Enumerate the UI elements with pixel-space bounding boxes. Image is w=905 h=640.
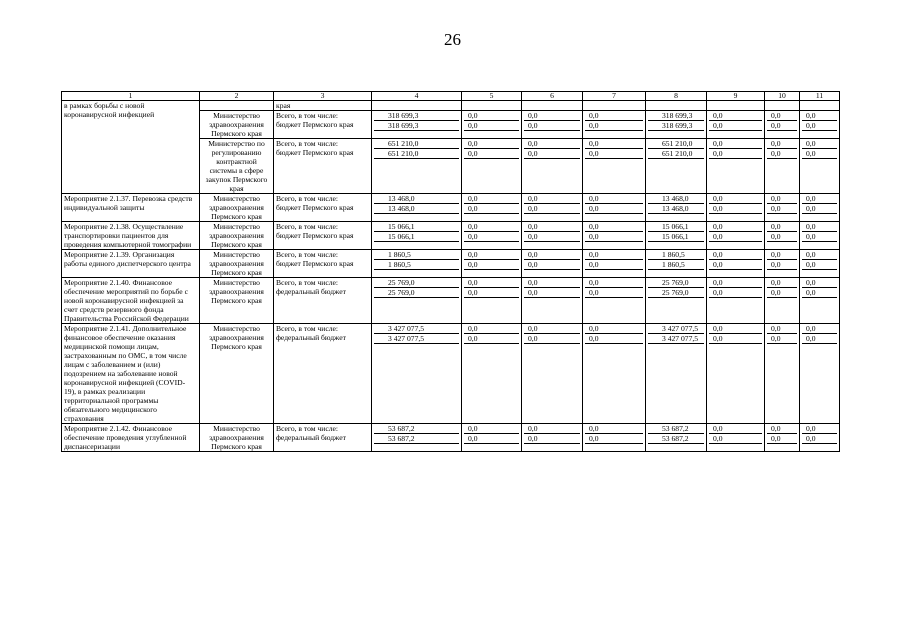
value-line: 0,0 <box>767 222 797 232</box>
value-cell <box>522 424 583 452</box>
value-cell <box>583 194 646 222</box>
funding-source-line: бюджет Пермского края <box>276 231 354 240</box>
value-cell <box>765 101 800 111</box>
funding-source-line: бюджет Пермского края <box>276 148 354 157</box>
value-cell <box>707 101 765 111</box>
value-cell <box>372 222 462 250</box>
funding-source-line: Всего, в том числе: <box>276 278 338 287</box>
value-cell <box>583 222 646 250</box>
measure-name: Мероприятие 2.1.40. Финансовое обеспечение мероприятий по борьбе с новой коронавирусной инфекцией за счет средств резервного фонда Правительства Российской Федерации <box>62 278 200 324</box>
value-line: 0,0 <box>464 250 519 260</box>
value-cell <box>800 250 840 278</box>
table-row <box>62 324 840 424</box>
value-cell <box>583 139 646 194</box>
value-line: 0,0 <box>802 334 837 344</box>
value-cell <box>462 101 522 111</box>
value-line: 0,0 <box>524 121 580 131</box>
funding-source-line: Всего, в том числе: <box>276 222 338 231</box>
value-cell <box>372 250 462 278</box>
value-line: 0,0 <box>585 424 643 434</box>
funding-source-line: Всего, в том числе: <box>276 111 338 120</box>
budget-table <box>61 91 840 452</box>
value-line: 0,0 <box>767 434 797 444</box>
value-cell <box>646 250 707 278</box>
executor: Министерство здравоохранения Пермского края <box>200 250 274 278</box>
executor: Министерство по регулированию контрактной системы в сфере закупок Пермского края <box>200 139 274 194</box>
value-line: 0,0 <box>585 324 643 334</box>
funding-source-line: федеральный бюджет <box>276 287 346 296</box>
header-row <box>62 92 840 101</box>
value-line: 0,0 <box>524 194 580 204</box>
value-cell <box>583 278 646 324</box>
value-line: 15 066,1 <box>374 232 459 242</box>
value-cell <box>707 194 765 222</box>
value-line: 0,0 <box>802 121 837 131</box>
value-line: 0,0 <box>709 334 762 344</box>
value-line: 0,0 <box>464 324 519 334</box>
executor: Министерство здравоохранения Пермского края <box>200 111 274 139</box>
value-line: 0,0 <box>802 149 837 159</box>
value-line: 0,0 <box>524 111 580 121</box>
value-line: 0,0 <box>585 250 643 260</box>
value-line: 0,0 <box>802 278 837 288</box>
executor: Министерство здравоохранения Пермского края <box>200 278 274 324</box>
column-header: 5 <box>462 92 522 101</box>
value-line: 0,0 <box>585 260 643 270</box>
funding-source <box>274 139 372 194</box>
value-cell <box>707 324 765 424</box>
value-cell <box>372 324 462 424</box>
value-line: 0,0 <box>802 424 837 434</box>
funding-source-line: Всего, в том числе: <box>276 424 338 433</box>
value-line: 0,0 <box>464 334 519 344</box>
measure-name: Мероприятие 2.1.42. Финансовое обеспечение проведения углубленной диспансеризации <box>62 424 200 452</box>
value-line: 0,0 <box>709 204 762 214</box>
value-cell <box>800 424 840 452</box>
value-line: 0,0 <box>767 334 797 344</box>
value-line: 53 687,2 <box>648 434 704 444</box>
funding-source-line: края <box>276 101 291 110</box>
value-line: 0,0 <box>767 424 797 434</box>
value-cell <box>462 278 522 324</box>
value-cell <box>765 222 800 250</box>
value-line: 0,0 <box>585 194 643 204</box>
value-line: 0,0 <box>524 204 580 214</box>
value-cell <box>462 111 522 139</box>
value-line: 0,0 <box>802 194 837 204</box>
value-line: 0,0 <box>709 149 762 159</box>
measure-name: в рамках борьбы с новой коронавирусной инфекцией <box>62 101 200 194</box>
value-line: 0,0 <box>464 194 519 204</box>
value-line: 0,0 <box>709 424 762 434</box>
value-line: 0,0 <box>767 139 797 149</box>
value-line: 0,0 <box>767 288 797 298</box>
value-cell <box>646 139 707 194</box>
measure-name: Мероприятие 2.1.38. Осуществление транспортировки пациентов для проведения компьютерной томографии <box>62 222 200 250</box>
value-line: 0,0 <box>802 250 837 260</box>
value-cell <box>372 111 462 139</box>
value-cell <box>800 222 840 250</box>
value-cell <box>462 139 522 194</box>
value-line: 0,0 <box>524 232 580 242</box>
value-cell <box>583 101 646 111</box>
value-cell <box>646 324 707 424</box>
value-line: 0,0 <box>464 288 519 298</box>
value-line: 0,0 <box>524 260 580 270</box>
value-cell <box>800 111 840 139</box>
column-header: 4 <box>372 92 462 101</box>
funding-source-line: бюджет Пермского края <box>276 203 354 212</box>
value-line: 0,0 <box>709 194 762 204</box>
value-line: 0,0 <box>802 288 837 298</box>
value-line: 0,0 <box>767 324 797 334</box>
value-cell <box>800 194 840 222</box>
executor: Министерство здравоохранения Пермского края <box>200 424 274 452</box>
value-cell <box>372 424 462 452</box>
value-cell <box>707 424 765 452</box>
value-line: 0,0 <box>802 434 837 444</box>
value-cell <box>765 194 800 222</box>
value-line: 0,0 <box>524 434 580 444</box>
value-line: 0,0 <box>585 278 643 288</box>
funding-source-line: Всего, в том числе: <box>276 324 338 333</box>
value-cell <box>765 278 800 324</box>
value-cell <box>765 324 800 424</box>
value-line: 0,0 <box>709 324 762 334</box>
value-line: 13 468,0 <box>648 204 704 214</box>
value-line: 25 769,0 <box>374 278 459 288</box>
value-line: 15 066,1 <box>374 222 459 232</box>
value-line: 0,0 <box>524 139 580 149</box>
value-cell <box>522 222 583 250</box>
funding-source <box>274 101 372 111</box>
value-line: 0,0 <box>709 111 762 121</box>
value-line: 0,0 <box>585 139 643 149</box>
value-line: 0,0 <box>524 424 580 434</box>
value-line: 0,0 <box>767 204 797 214</box>
value-line: 0,0 <box>585 434 643 444</box>
funding-source-line: федеральный бюджет <box>276 333 346 342</box>
value-line: 0,0 <box>464 222 519 232</box>
table-row <box>62 101 840 111</box>
column-header: 1 <box>62 92 200 101</box>
value-line: 0,0 <box>524 288 580 298</box>
column-header: 11 <box>800 92 840 101</box>
value-line: 1 860,5 <box>648 260 704 270</box>
value-line: 53 687,2 <box>374 434 459 444</box>
value-cell <box>646 222 707 250</box>
value-cell <box>800 324 840 424</box>
value-cell <box>765 111 800 139</box>
value-line: 0,0 <box>767 260 797 270</box>
value-line: 0,0 <box>464 204 519 214</box>
value-cell <box>583 324 646 424</box>
value-cell <box>800 101 840 111</box>
value-cell <box>372 194 462 222</box>
value-line: 0,0 <box>585 222 643 232</box>
funding-source <box>274 222 372 250</box>
value-cell <box>646 424 707 452</box>
value-line: 0,0 <box>524 250 580 260</box>
value-line: 0,0 <box>767 232 797 242</box>
value-line: 0,0 <box>709 222 762 232</box>
column-header: 3 <box>274 92 372 101</box>
value-line: 0,0 <box>767 149 797 159</box>
value-line: 0,0 <box>767 278 797 288</box>
value-line: 0,0 <box>802 222 837 232</box>
value-line: 318 699,3 <box>374 121 459 131</box>
value-line: 0,0 <box>524 149 580 159</box>
column-header: 6 <box>522 92 583 101</box>
value-line: 53 687,2 <box>374 424 459 434</box>
value-cell <box>522 194 583 222</box>
value-line: 0,0 <box>524 278 580 288</box>
column-header: 9 <box>707 92 765 101</box>
funding-source-line: Всего, в том числе: <box>276 139 338 148</box>
value-cell <box>522 101 583 111</box>
value-cell <box>583 250 646 278</box>
table-row <box>62 278 840 324</box>
value-cell <box>372 101 462 111</box>
value-line: 25 769,0 <box>648 278 704 288</box>
value-line: 0,0 <box>709 232 762 242</box>
value-cell <box>462 324 522 424</box>
value-line: 0,0 <box>585 149 643 159</box>
value-line: 0,0 <box>767 194 797 204</box>
value-line: 0,0 <box>464 149 519 159</box>
value-cell <box>583 111 646 139</box>
column-header: 8 <box>646 92 707 101</box>
value-line: 0,0 <box>524 334 580 344</box>
value-line: 15 066,1 <box>648 222 704 232</box>
funding-source <box>274 111 372 139</box>
value-line: 0,0 <box>464 278 519 288</box>
funding-source-line: Всего, в том числе: <box>276 250 338 259</box>
value-line: 1 860,5 <box>374 260 459 270</box>
funding-source-line: бюджет Пермского края <box>276 120 354 129</box>
value-cell <box>707 222 765 250</box>
value-cell <box>372 278 462 324</box>
value-cell <box>800 139 840 194</box>
column-header: 2 <box>200 92 274 101</box>
value-cell <box>522 139 583 194</box>
value-line: 0,0 <box>464 424 519 434</box>
value-line: 0,0 <box>585 121 643 131</box>
value-line: 3 427 077,5 <box>648 334 704 344</box>
value-cell <box>707 111 765 139</box>
value-cell <box>462 250 522 278</box>
value-line: 15 066,1 <box>648 232 704 242</box>
value-line: 3 427 077,5 <box>374 324 459 334</box>
value-line: 53 687,2 <box>648 424 704 434</box>
value-line: 0,0 <box>585 204 643 214</box>
value-cell <box>707 139 765 194</box>
value-cell <box>765 139 800 194</box>
value-line: 0,0 <box>524 222 580 232</box>
value-line: 318 699,3 <box>648 111 704 121</box>
funding-source <box>274 324 372 424</box>
column-header: 7 <box>583 92 646 101</box>
value-line: 651 210,0 <box>374 149 459 159</box>
value-cell <box>522 250 583 278</box>
value-line: 0,0 <box>464 232 519 242</box>
value-cell <box>462 194 522 222</box>
value-line: 13 468,0 <box>648 194 704 204</box>
value-cell <box>646 111 707 139</box>
table-row <box>62 222 840 250</box>
value-line: 651 210,0 <box>648 149 704 159</box>
value-cell <box>646 101 707 111</box>
funding-source-line: Всего, в том числе: <box>276 194 338 203</box>
table-row <box>62 250 840 278</box>
value-line: 1 860,5 <box>648 250 704 260</box>
value-cell <box>646 194 707 222</box>
value-line: 0,0 <box>709 434 762 444</box>
value-line: 651 210,0 <box>648 139 704 149</box>
value-cell <box>522 278 583 324</box>
value-cell <box>522 111 583 139</box>
value-cell <box>765 424 800 452</box>
value-cell <box>462 222 522 250</box>
value-line: 0,0 <box>464 139 519 149</box>
value-line: 0,0 <box>585 288 643 298</box>
value-line: 0,0 <box>802 111 837 121</box>
page-number: 26 <box>444 30 461 49</box>
value-line: 3 427 077,5 <box>648 324 704 334</box>
value-line: 0,0 <box>585 334 643 344</box>
value-line: 0,0 <box>585 111 643 121</box>
value-line: 0,0 <box>767 250 797 260</box>
funding-source <box>274 424 372 452</box>
value-line: 0,0 <box>767 121 797 131</box>
funding-source <box>274 194 372 222</box>
value-line: 0,0 <box>464 111 519 121</box>
value-line: 0,0 <box>802 139 837 149</box>
value-line: 0,0 <box>524 324 580 334</box>
value-cell <box>522 324 583 424</box>
measure-name: Мероприятие 2.1.41. Дополнительное финансовое обеспечение оказания медицинской помощи лицам, застрахованным по ОМС, в том числе лицам с заболеванием и (или) подозрением на заболевание новой коронавирусной инфекцией (COVID-19), в рамках реализации территориальной программы обязательного медицинского страхования <box>62 324 200 424</box>
executor: Министерство здравоохранения Пермского края <box>200 222 274 250</box>
value-line: 0,0 <box>767 111 797 121</box>
value-line: 0,0 <box>802 260 837 270</box>
value-line: 0,0 <box>802 204 837 214</box>
value-line: 0,0 <box>464 260 519 270</box>
value-cell <box>707 250 765 278</box>
value-line: 1 860,5 <box>374 250 459 260</box>
value-line: 0,0 <box>802 232 837 242</box>
executor: Министерство здравоохранения Пермского края <box>200 194 274 222</box>
value-line: 0,0 <box>585 232 643 242</box>
funding-source <box>274 278 372 324</box>
value-cell <box>462 424 522 452</box>
value-line: 651 210,0 <box>374 139 459 149</box>
value-cell <box>583 424 646 452</box>
column-header: 10 <box>765 92 800 101</box>
table-row <box>62 194 840 222</box>
value-line: 0,0 <box>464 434 519 444</box>
value-line: 0,0 <box>802 324 837 334</box>
value-line: 0,0 <box>709 260 762 270</box>
value-line: 0,0 <box>709 250 762 260</box>
value-line: 0,0 <box>464 121 519 131</box>
value-line: 0,0 <box>709 121 762 131</box>
executor: Министерство здравоохранения Пермского края <box>200 324 274 424</box>
value-line: 13 468,0 <box>374 194 459 204</box>
executor <box>200 101 274 111</box>
value-line: 0,0 <box>709 288 762 298</box>
measure-name: Мероприятие 2.1.39. Организация работы единого диспетчерского центра <box>62 250 200 278</box>
value-line: 318 699,3 <box>374 111 459 121</box>
value-line: 25 769,0 <box>648 288 704 298</box>
measure-name: Мероприятие 2.1.37. Перевозка средств индивидуальной защиты <box>62 194 200 222</box>
value-cell <box>372 139 462 194</box>
value-line: 0,0 <box>709 139 762 149</box>
value-line: 25 769,0 <box>374 288 459 298</box>
value-cell <box>646 278 707 324</box>
value-cell <box>707 278 765 324</box>
value-line: 318 699,3 <box>648 121 704 131</box>
funding-source-line: бюджет Пермского края <box>276 259 354 268</box>
value-line: 3 427 077,5 <box>374 334 459 344</box>
table-row <box>62 424 840 452</box>
funding-source-line: федеральный бюджет <box>276 433 346 442</box>
funding-source <box>274 250 372 278</box>
value-cell <box>765 250 800 278</box>
value-cell <box>800 278 840 324</box>
value-line: 0,0 <box>709 278 762 288</box>
value-line: 13 468,0 <box>374 204 459 214</box>
